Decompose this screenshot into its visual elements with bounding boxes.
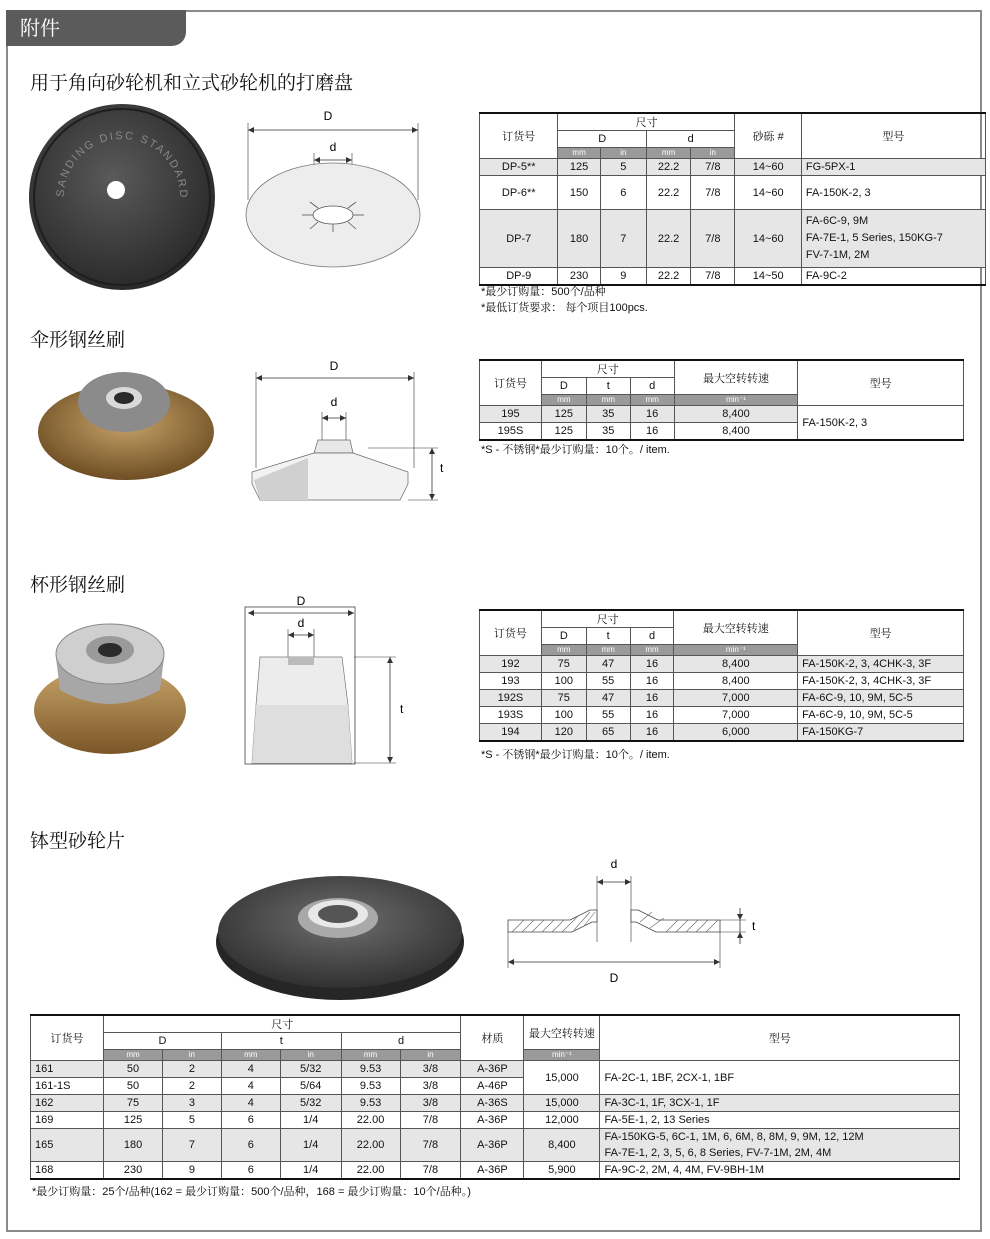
note-umbrella: *S - 不锈钢*最少订购量：10个。/ item. <box>481 444 670 456</box>
th-size: 尺寸 <box>558 113 735 131</box>
note-min-requirement: *最低订货要求： 每个项目100pcs. <box>481 302 648 314</box>
table-row: 165 180 7 6 1/4 22.00 7/8 A-36P 8,400 FA-150KG-5, 6C-1, 1M, 6, 6M, 8, 8M, 9, 9M, 12, 12M FA-7E-1, 2, 3, 5, 6, 8 Series, FV-7-1M, 2M, 4M <box>31 1129 960 1162</box>
note-depressed-wheel: *最少订购量：25个/品种(162 = 最少订购量：500个/品种，168 = 最少订购量：10个/品种。) <box>32 1186 471 1198</box>
table-cup-brush: 订货号 尺寸 最大空转转速 型号 D t d mm mm mm min⁻¹ 192 75 47 16 8,400 FA-150K-2, 3, 4CHK-3, 3F 193 100 55 16 8,400 FA-150K-2, 3, 4CHK-3, 3F 192S 75 47 16 7,000 FA-6C-9, 10, 9M, 5C-5 193S 100 55 16 7,000 FA-6C-9, 10, 9M, 5C-5 194 120 65 16 6,000 FA-150KG-7 <box>479 609 964 742</box>
table-row: 193 100 55 16 8,400 FA-150K-2, 3, 4CHK-3, 3F <box>480 673 964 690</box>
table-row: 169 125 5 6 1/4 22.00 7/8 A-36P 12,000 FA-5E-1, 2, 13 Series <box>31 1112 960 1129</box>
svg-text:d: d <box>610 857 618 871</box>
svg-text:t: t <box>440 461 444 475</box>
table-row: 161-1S 50 2 4 5/64 9.53 3/8 A-46P <box>31 1078 960 1095</box>
svg-text:d: d <box>330 395 338 409</box>
svg-text:D: D <box>609 971 619 985</box>
cup-brush-diagram <box>244 593 424 773</box>
depressed-wheel-diagram <box>500 852 770 992</box>
table-row: 192S 75 47 16 7,000 FA-6C-9, 10, 9M, 5C-5 <box>480 690 964 707</box>
label-D: D <box>323 109 333 123</box>
section-title-umbrella-brush: 伞形钢丝刷 <box>30 329 126 351</box>
th-grit: 砂砾 # <box>735 113 801 159</box>
umbrella-brush-diagram <box>248 358 458 518</box>
umbrella-brush-image <box>36 362 221 482</box>
cup-brush-image <box>32 610 192 760</box>
note-cup: *S - 不锈钢*最少订购量：10个。/ item. <box>481 749 670 761</box>
th-model: 型号 <box>801 113 985 159</box>
disc-print-text: SANDING DISC STANDARD <box>54 129 190 200</box>
table-row: 195S 125 35 16 8,400 <box>480 423 964 441</box>
sanding-disc-diagram <box>240 105 430 275</box>
table-row: 162 75 3 4 5/32 9.53 3/8 A-36S 15,000 FA-3C-1, 1F, 3CX-1, 1F <box>31 1095 960 1112</box>
table-depressed-wheel: 订货号 尺寸 材质 最大空转转速 型号 D t d mm in mm in mm in min⁻¹ 161 50 2 4 5/32 9.53 3/8 A-36P 15,000 FA-2C-1, 1BF, 2CX-1, 1BF 161-1S 50 2 4 5/64 9.53 3/8 A-46P 162 75 3 4 5/32 9.53 3/8 A-36S 15,000 FA-3C-1, 1F, 3CX-1, 1F 169 125 5 6 1/4 22.00 7/8 A-36P 12,000 FA-5E-1, 2, 13 Series 165 180 7 6 1/4 22.00 7/8 A-36P 8,400 FA-150KG-5, 6C-1, 1M, 6, 6M, 8, 8M, 9, 9M, 12, 12M FA-7E-1, 2, 3, 5, 6, 8 Series, FV-7-1M, 2M, 4M 168 230 9 6 1/4 22.00 7/8 A-36P 5,900 FA-9C-2, 2M, 4, 4M, FV-9BH-1M <box>30 1014 960 1180</box>
table-row: DP-9 230 9 22.2 7/8 14~50 FA-9C-2 <box>480 268 986 286</box>
table-row: 192 75 47 16 8,400 FA-150K-2, 3, 4CHK-3, 3F <box>480 656 964 673</box>
section-title-sanding-disc: 用于角向砂轮机和立式砂轮机的打磨盘 <box>30 72 354 94</box>
svg-text:t: t <box>400 702 404 716</box>
label-d: d <box>329 140 337 154</box>
svg-text:D: D <box>329 359 339 373</box>
depressed-wheel-image <box>214 862 466 1002</box>
table-row: DP-7 180 7 22.2 7/8 14~60 FA-6C-9, 9M FA-7E-1, 5 Series, 150KG-7 FV-7-1M, 2M <box>480 210 986 268</box>
table-row: 195 125 35 16 8,400 FA-150K-2, 3 <box>480 406 964 423</box>
table-row: DP-5** 125 5 22.2 7/8 14~60 FG-5PX-1 <box>480 159 986 176</box>
note-min-order: *最少订购量：500个/品种 <box>481 286 606 298</box>
sanding-disc-image <box>24 105 224 295</box>
svg-text:t: t <box>752 919 756 933</box>
svg-text:D: D <box>296 594 306 608</box>
table-row: DP-6** 150 6 22.2 7/8 14~60 FA-150K-2, 3 <box>480 176 986 210</box>
table-row: 193S 100 55 16 7,000 FA-6C-9, 10, 9M, 5C-5 <box>480 707 964 724</box>
th-D: D <box>558 131 647 148</box>
table-row: 168 230 9 6 1/4 22.00 7/8 A-36P 5,900 FA-9C-2, 2M, 4, 4M, FV-9BH-1M <box>31 1162 960 1180</box>
section-title-cup-brush: 杯形钢丝刷 <box>30 574 126 596</box>
table-sanding-disc: 订货号 尺寸 砂砾 # 型号 D d mm in mm in DP-5** 125 5 22.2 7/8 14~60 FG-5PX-1 DP-6** 150 6 22.2 7/8 14~60 FA-150K-2, 3 DP-7 180 7 22.2 7/8 14~60 FA-6C-9, 9M FA-7E-1, 5 Series, 150KG-7 FV-7-1M, 2M DP-9 230 9 22.2 7/8 14~50 FA-9C-2 <box>479 112 986 286</box>
th-order: 订货号 <box>480 113 558 159</box>
table-umbrella-brush: 订货号 尺寸 最大空转转速 型号 D t d mm mm mm min⁻¹ 195 125 35 16 8,400 FA-150K-2, 3 195S 125 35 16 8,400 <box>479 359 964 441</box>
section-tab: 附件 <box>6 10 186 46</box>
th-d: d <box>646 131 735 148</box>
section-title-depressed-wheel: 钵型砂轮片 <box>30 830 126 852</box>
svg-text:d: d <box>297 616 305 630</box>
table-row: 161 50 2 4 5/32 9.53 3/8 A-36P 15,000 FA-2C-1, 1BF, 2CX-1, 1BF <box>31 1061 960 1078</box>
table-row: 194 120 65 16 6,000 FA-150KG-7 <box>480 724 964 742</box>
